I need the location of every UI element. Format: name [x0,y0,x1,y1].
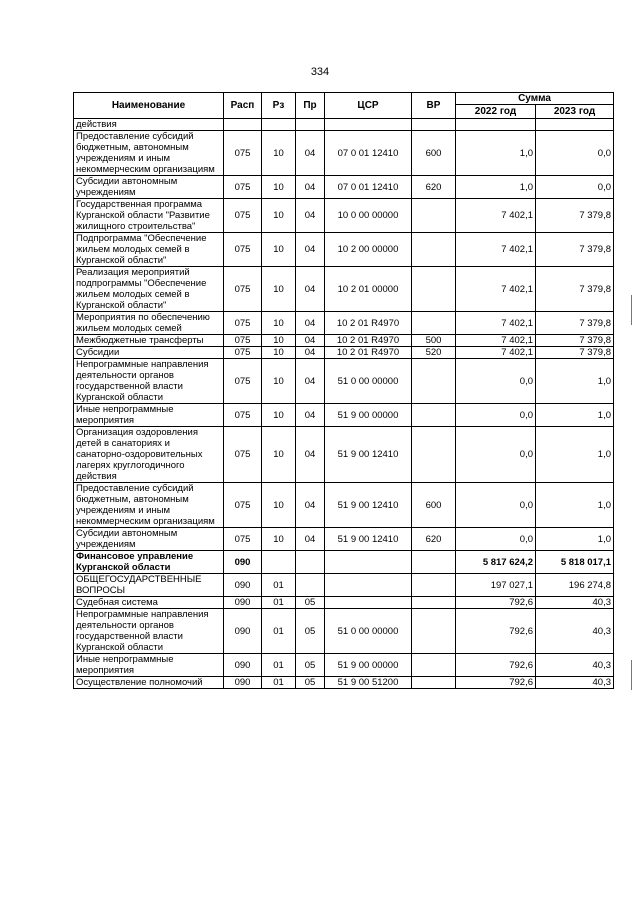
cell-rz: 01 [262,574,296,597]
table-row [74,551,614,574]
page-edge-mark [631,295,632,325]
cell-pr: 04 [296,483,325,528]
cell-csr: 51 9 00 00000 [325,654,412,677]
cell-csr: 51 9 00 00000 [325,404,412,427]
cell-rz: 10 [262,335,296,347]
cell-rz: 10 [262,359,296,404]
cell-name: Осуществление полномочий [74,677,224,689]
cell-amount-2022: 792,6 [456,654,536,677]
cell-amount-2023: 1,0 [536,483,614,528]
cell-name: действия [74,119,224,131]
cell-rz [262,119,296,131]
cell-csr: 10 2 00 00000 [325,233,412,267]
table-row [74,267,614,312]
cell-rz: 10 [262,267,296,312]
cell-rasp: 075 [224,347,262,359]
cell-rasp: 090 [224,677,262,689]
table-row [74,335,614,347]
cell-name: Иные непрограммные мероприятия [74,654,224,677]
cell-rasp: 075 [224,131,262,176]
cell-csr: 51 0 00 00000 [325,359,412,404]
cell-amount-2023: 1,0 [536,404,614,427]
page-edge-mark [631,660,632,690]
cell-vr [412,312,456,335]
cell-rz: 10 [262,404,296,427]
cell-rz: 10 [262,312,296,335]
cell-csr: 51 0 00 00000 [325,609,412,654]
cell-name: Предоставление субсидий бюджетным, автономным учреждениям и иным некоммерческим организациям [74,483,224,528]
cell-vr: 620 [412,528,456,551]
cell-csr: 51 9 00 12410 [325,483,412,528]
cell-amount-2023: 1,0 [536,359,614,404]
cell-amount-2023: 40,3 [536,677,614,689]
cell-rasp: 075 [224,176,262,199]
cell-rasp [224,119,262,131]
table-row [74,483,614,528]
cell-amount-2022: 792,6 [456,597,536,609]
cell-pr: 04 [296,233,325,267]
table-row [74,233,614,267]
table-row [74,119,614,131]
cell-rz: 10 [262,427,296,483]
cell-amount-2022: 792,6 [456,677,536,689]
cell-amount-2022: 792,6 [456,609,536,654]
cell-rasp: 075 [224,404,262,427]
header-year-2022: 2022 год [456,105,536,119]
cell-csr: 10 2 01 R4970 [325,312,412,335]
cell-vr [412,609,456,654]
cell-rz: 10 [262,528,296,551]
cell-rz: 10 [262,131,296,176]
cell-csr: 10 2 01 R4970 [325,347,412,359]
header-rasp: Расп [224,93,262,119]
cell-name: Субсидии автономным учреждениям [74,528,224,551]
cell-amount-2023: 1,0 [536,427,614,483]
cell-vr [412,359,456,404]
cell-pr: 05 [296,597,325,609]
cell-amount-2022: 0,0 [456,528,536,551]
table-row [74,347,614,359]
cell-pr: 04 [296,312,325,335]
cell-pr: 05 [296,677,325,689]
cell-pr: 04 [296,267,325,312]
cell-rasp: 075 [224,267,262,312]
cell-vr [412,404,456,427]
page-number: 334 [310,66,330,78]
cell-vr [412,677,456,689]
cell-rasp: 075 [224,427,262,483]
cell-name: Реализация мероприятий подпрограммы "Обеспечение жильем молодых семей в Курганской области" [74,267,224,312]
cell-amount-2023: 0,0 [536,131,614,176]
cell-csr: 51 9 00 12410 [325,528,412,551]
table-row [74,677,614,689]
cell-amount-2022: 7 402,1 [456,335,536,347]
header-pr: Пр [296,93,325,119]
cell-rasp: 075 [224,335,262,347]
cell-rasp: 090 [224,597,262,609]
cell-csr: 10 2 01 R4970 [325,335,412,347]
cell-pr: 04 [296,131,325,176]
cell-name: Иные непрограммные мероприятия [74,404,224,427]
cell-amount-2022: 7 402,1 [456,312,536,335]
cell-vr: 600 [412,483,456,528]
cell-rasp: 090 [224,574,262,597]
cell-rz: 01 [262,609,296,654]
cell-pr: 04 [296,335,325,347]
cell-name: Подпрограмма "Обеспечение жильем молодых семей в Курганской области" [74,233,224,267]
cell-vr [412,654,456,677]
cell-rz: 01 [262,654,296,677]
cell-pr [296,551,325,574]
header-sum: Сумма [456,93,614,105]
cell-rz: 10 [262,199,296,233]
table-header [74,93,614,119]
table-row [74,654,614,677]
cell-vr: 500 [412,335,456,347]
cell-pr: 04 [296,404,325,427]
cell-name: Организация оздоровления детей в санаториях и санаторно-оздоровительных лагерях круглогодичного действия [74,427,224,483]
cell-vr [412,597,456,609]
cell-rz [262,551,296,574]
cell-vr [412,574,456,597]
cell-pr [296,574,325,597]
cell-amount-2022: 0,0 [456,404,536,427]
cell-pr [296,119,325,131]
cell-amount-2023: 40,3 [536,609,614,654]
cell-name: Финансовое управление Курганской области [74,551,224,574]
cell-rasp: 075 [224,233,262,267]
cell-name: Государственная программа Курганской области "Развитие жилищного строительства" [74,199,224,233]
cell-vr [412,199,456,233]
cell-csr [325,551,412,574]
cell-csr: 10 0 00 00000 [325,199,412,233]
cell-rasp: 090 [224,609,262,654]
table-row [74,609,614,654]
cell-amount-2022: 197 027,1 [456,574,536,597]
table-row [74,312,614,335]
cell-vr [412,551,456,574]
cell-amount-2023: 196 274,8 [536,574,614,597]
cell-amount-2022: 0,0 [456,483,536,528]
table-body [74,119,614,689]
cell-csr: 07 0 01 12410 [325,176,412,199]
cell-pr: 04 [296,528,325,551]
cell-rasp: 075 [224,483,262,528]
table-row [74,404,614,427]
cell-amount-2022 [456,119,536,131]
cell-amount-2023: 1,0 [536,528,614,551]
cell-pr: 04 [296,199,325,233]
cell-csr [325,597,412,609]
cell-amount-2022: 1,0 [456,131,536,176]
table-row [74,427,614,483]
cell-rz: 10 [262,483,296,528]
cell-rz: 10 [262,233,296,267]
table-row [74,574,614,597]
cell-name: ОБЩЕГОСУДАРСТВЕННЫЕ ВОПРОСЫ [74,574,224,597]
cell-name: Предоставление субсидий бюджетным, автономным учреждениям и иным некоммерческим организациям [74,131,224,176]
cell-amount-2022: 0,0 [456,359,536,404]
cell-pr: 05 [296,654,325,677]
cell-rz: 01 [262,597,296,609]
cell-vr: 520 [412,347,456,359]
cell-name: Субсидии автономным учреждениям [74,176,224,199]
cell-name: Межбюджетные трансферты [74,335,224,347]
cell-rz: 10 [262,176,296,199]
cell-amount-2023: 7 379,8 [536,335,614,347]
cell-name: Судебная система [74,597,224,609]
cell-vr [412,119,456,131]
cell-pr: 04 [296,176,325,199]
budget-table [73,92,614,689]
cell-amount-2023: 7 379,8 [536,312,614,335]
cell-amount-2022: 0,0 [456,427,536,483]
cell-rasp: 075 [224,359,262,404]
table-row [74,597,614,609]
cell-pr: 04 [296,427,325,483]
cell-amount-2023: 7 379,8 [536,347,614,359]
cell-csr [325,119,412,131]
cell-amount-2023 [536,119,614,131]
cell-amount-2022: 1,0 [456,176,536,199]
cell-name: Непрограммные направления деятельности органов государственной власти Курганской области [74,609,224,654]
cell-vr: 620 [412,176,456,199]
cell-amount-2023: 40,3 [536,654,614,677]
cell-rasp: 090 [224,654,262,677]
cell-vr [412,233,456,267]
cell-vr [412,427,456,483]
cell-rasp: 075 [224,199,262,233]
table-row [74,131,614,176]
cell-amount-2022: 7 402,1 [456,347,536,359]
cell-amount-2022: 5 817 624,2 [456,551,536,574]
cell-csr [325,574,412,597]
cell-rasp: 075 [224,528,262,551]
cell-rz: 10 [262,347,296,359]
cell-rasp: 090 [224,551,262,574]
cell-csr: 51 9 00 12410 [325,427,412,483]
cell-vr: 600 [412,131,456,176]
cell-amount-2023: 7 379,8 [536,199,614,233]
cell-amount-2023: 5 818 017,1 [536,551,614,574]
cell-name: Субсидии [74,347,224,359]
cell-vr [412,267,456,312]
cell-amount-2022: 7 402,1 [456,233,536,267]
header-rz: Рз [262,93,296,119]
cell-amount-2023: 0,0 [536,176,614,199]
cell-amount-2023: 7 379,8 [536,233,614,267]
cell-csr: 10 2 01 00000 [325,267,412,312]
header-name: Наименование [74,93,224,119]
table-row [74,199,614,233]
cell-name: Мероприятия по обеспечению жильем молодых семей [74,312,224,335]
cell-pr: 04 [296,359,325,404]
cell-amount-2023: 7 379,8 [536,267,614,312]
table-row [74,528,614,551]
cell-amount-2022: 7 402,1 [456,199,536,233]
cell-pr: 05 [296,609,325,654]
cell-amount-2023: 40,3 [536,597,614,609]
header-year-2023: 2023 год [536,105,614,119]
cell-pr: 04 [296,347,325,359]
cell-amount-2022: 7 402,1 [456,267,536,312]
cell-rasp: 075 [224,312,262,335]
header-csr: ЦСР [325,93,412,119]
table-row [74,176,614,199]
cell-name: Непрограммные направления деятельности органов государственной власти Курганской области [74,359,224,404]
header-vr: ВР [412,93,456,119]
table-row [74,359,614,404]
cell-csr: 51 9 00 51200 [325,677,412,689]
cell-rz: 01 [262,677,296,689]
cell-csr: 07 0 01 12410 [325,131,412,176]
